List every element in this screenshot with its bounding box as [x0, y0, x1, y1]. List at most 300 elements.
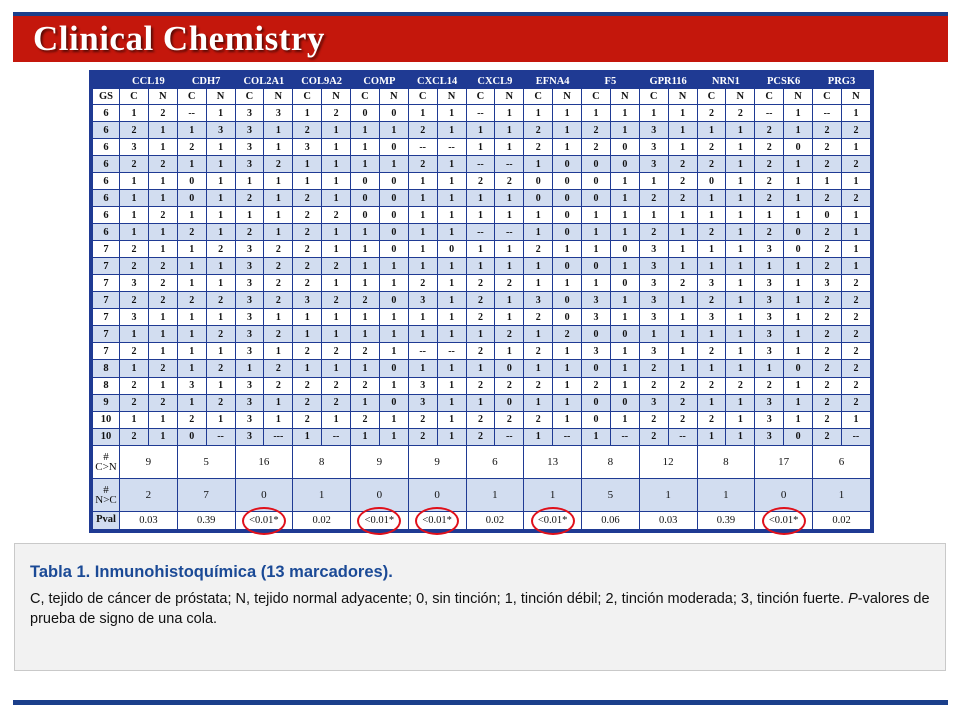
score-cell: 1 [582, 241, 611, 258]
score-cell: 2 [264, 326, 293, 343]
score-cell: 1 [639, 207, 668, 224]
score-cell: 2 [177, 224, 206, 241]
score-cell: 2 [755, 122, 784, 139]
score-cell: 1 [351, 156, 380, 173]
ihc-table-frame [89, 70, 874, 533]
score-cell: 1 [582, 224, 611, 241]
score-cell: 1 [524, 207, 553, 224]
score-cell: 2 [495, 173, 524, 190]
marker-header: CXCL9 [466, 74, 524, 89]
score-cell: 1 [668, 122, 697, 139]
score-cell: 2 [322, 105, 351, 122]
score-cell: 1 [524, 224, 553, 241]
gleason-score-cell: 6 [93, 190, 120, 207]
table-row [93, 275, 871, 292]
score-cell: 1 [408, 309, 437, 326]
score-cell: 2 [408, 275, 437, 292]
score-cell: 3 [639, 139, 668, 156]
score-cell: 2 [466, 428, 495, 445]
score-cell: 2 [582, 139, 611, 156]
score-cell: 2 [524, 122, 553, 139]
score-cell: 3 [408, 292, 437, 309]
score-cell: 2 [668, 173, 697, 190]
subheader-normal: N [726, 89, 755, 105]
score-cell: 2 [668, 190, 697, 207]
score-cell: 1 [379, 326, 408, 343]
gleason-score-cell: 6 [93, 156, 120, 173]
score-cell: 1 [437, 122, 466, 139]
score-cell: 0 [784, 139, 813, 156]
table-row [93, 207, 871, 224]
ihc-table [92, 73, 871, 530]
score-cell: 1 [841, 411, 870, 428]
score-cell: 1 [668, 224, 697, 241]
caption-legend: C, tejido de cáncer de próstata; N, tejido normal adyacente; 0, sin tinción; 1, tinción débil; 2, tinción moderada; 3, tinción fuerte. [30, 591, 849, 607]
marker-header: F5 [582, 74, 640, 89]
score-cell: 2 [668, 377, 697, 394]
score-cell: 1 [408, 224, 437, 241]
score-cell: 1 [466, 207, 495, 224]
score-cell: 1 [408, 190, 437, 207]
subheader-cancer: C [582, 89, 611, 105]
score-cell: 2 [322, 343, 351, 360]
score-cell: 1 [524, 326, 553, 343]
score-cell: 1 [524, 156, 553, 173]
score-cell: 1 [408, 105, 437, 122]
score-cell: 0 [784, 224, 813, 241]
score-cell: 0 [610, 241, 639, 258]
score-cell: 3 [697, 275, 726, 292]
score-cell: 2 [841, 156, 870, 173]
score-cell: 1 [466, 258, 495, 275]
marker-header: COL2A1 [235, 74, 293, 89]
score-cell: 1 [177, 156, 206, 173]
gleason-score-cell: 7 [93, 292, 120, 309]
score-cell: 1 [784, 156, 813, 173]
score-cell: 3 [235, 428, 264, 445]
score-cell: 2 [755, 139, 784, 156]
table-row [93, 394, 871, 411]
score-cell: 1 [610, 258, 639, 275]
title-banner [13, 16, 948, 62]
score-cell: 2 [553, 326, 582, 343]
score-cell: 2 [177, 292, 206, 309]
score-cell: -- [466, 224, 495, 241]
score-cell: 1 [120, 207, 149, 224]
score-cell: 1 [841, 258, 870, 275]
score-cell: 2 [148, 394, 177, 411]
score-cell: 1 [495, 309, 524, 326]
score-cell: 3 [408, 394, 437, 411]
subheader-cancer: C [235, 89, 264, 105]
score-cell: 2 [264, 360, 293, 377]
score-cell: 2 [841, 275, 870, 292]
score-cell: 2 [206, 326, 235, 343]
subheader-cancer: C [524, 89, 553, 105]
table-row [93, 411, 871, 428]
score-cell: 1 [437, 309, 466, 326]
score-cell: 1 [726, 241, 755, 258]
score-cell: 2 [813, 224, 842, 241]
score-cell: 2 [148, 292, 177, 309]
score-cell: 0 [379, 360, 408, 377]
score-cell: 3 [206, 122, 235, 139]
gleason-score-cell: 8 [93, 377, 120, 394]
score-cell: 1 [697, 258, 726, 275]
gleason-score-cell: 7 [93, 275, 120, 292]
score-cell: 1 [437, 173, 466, 190]
score-cell: 2 [697, 224, 726, 241]
c-greater-n-cell: 8 [697, 445, 755, 478]
table-row [93, 241, 871, 258]
c-greater-n-cell: 13 [524, 445, 582, 478]
score-cell: 2 [495, 275, 524, 292]
score-cell: 2 [466, 275, 495, 292]
score-cell: 1 [177, 360, 206, 377]
score-cell: 2 [206, 292, 235, 309]
subheader-cancer: C [120, 89, 149, 105]
score-cell: 1 [841, 139, 870, 156]
score-cell: 2 [322, 377, 351, 394]
marker-header: GPR116 [639, 74, 697, 89]
c-greater-n-cell: 12 [639, 445, 697, 478]
score-cell: 0 [784, 360, 813, 377]
subheader-row [93, 89, 871, 105]
score-cell: 1 [553, 377, 582, 394]
score-cell: 1 [351, 122, 380, 139]
score-cell: 2 [813, 343, 842, 360]
score-cell: 1 [148, 377, 177, 394]
score-cell: 2 [813, 394, 842, 411]
score-cell: 1 [437, 394, 466, 411]
score-cell: 1 [553, 411, 582, 428]
score-cell: 0 [553, 173, 582, 190]
score-cell: 2 [813, 139, 842, 156]
gleason-score-cell: 7 [93, 258, 120, 275]
score-cell: 0 [379, 190, 408, 207]
score-cell: 3 [755, 326, 784, 343]
score-cell: 1 [351, 241, 380, 258]
score-cell: 1 [293, 326, 322, 343]
score-cell: 1 [437, 156, 466, 173]
score-cell: 1 [610, 343, 639, 360]
n-greater-c-cell: 1 [293, 478, 351, 511]
score-cell: 0 [553, 292, 582, 309]
score-cell: 3 [293, 292, 322, 309]
score-cell: 1 [437, 105, 466, 122]
score-cell: 1 [784, 326, 813, 343]
score-cell: 1 [322, 190, 351, 207]
score-cell: 2 [524, 411, 553, 428]
marker-header: CXCL14 [408, 74, 466, 89]
score-cell: 2 [293, 241, 322, 258]
score-cell: 1 [697, 241, 726, 258]
score-cell: -- [408, 343, 437, 360]
score-cell: 1 [668, 309, 697, 326]
score-cell: 2 [668, 411, 697, 428]
score-cell: 1 [784, 394, 813, 411]
score-cell: 3 [120, 139, 149, 156]
score-cell: 3 [235, 292, 264, 309]
caption-box [14, 543, 946, 671]
table-row [93, 190, 871, 207]
subheader-normal: N [495, 89, 524, 105]
score-cell: 1 [726, 258, 755, 275]
score-cell: 2 [177, 411, 206, 428]
score-cell: 1 [841, 105, 870, 122]
score-cell: 1 [726, 309, 755, 326]
score-cell: 2 [524, 241, 553, 258]
score-cell: 1 [177, 241, 206, 258]
score-cell: 1 [206, 207, 235, 224]
n-greater-c-cell: 0 [755, 478, 813, 511]
score-cell: 3 [582, 309, 611, 326]
score-cell: 1 [726, 275, 755, 292]
score-cell: 3 [639, 292, 668, 309]
score-cell: 1 [726, 326, 755, 343]
score-cell: 1 [755, 360, 784, 377]
score-cell: 1 [784, 275, 813, 292]
score-cell: 1 [437, 207, 466, 224]
score-cell: 0 [351, 190, 380, 207]
score-cell: 0 [582, 411, 611, 428]
score-cell: 1 [322, 241, 351, 258]
c-greater-n-cell: 8 [582, 445, 640, 478]
score-cell: 2 [466, 411, 495, 428]
score-cell: 3 [177, 377, 206, 394]
score-cell: 1 [148, 428, 177, 445]
table-row [93, 292, 871, 309]
score-cell: 1 [437, 292, 466, 309]
score-cell: 1 [553, 343, 582, 360]
score-cell: 2 [264, 258, 293, 275]
score-cell: 1 [524, 258, 553, 275]
score-cell: 3 [235, 343, 264, 360]
score-cell: 1 [437, 411, 466, 428]
gleason-score-cell: 10 [93, 411, 120, 428]
score-cell: 2 [813, 360, 842, 377]
score-cell: 2 [813, 190, 842, 207]
score-cell: 0 [177, 190, 206, 207]
score-cell: 1 [668, 139, 697, 156]
table-row [93, 173, 871, 190]
score-cell: 1 [408, 326, 437, 343]
score-cell: 1 [726, 190, 755, 207]
c-greater-n-cell: 16 [235, 445, 293, 478]
score-cell: 2 [697, 343, 726, 360]
score-cell: 3 [755, 241, 784, 258]
score-cell: 1 [120, 190, 149, 207]
score-cell: 1 [322, 139, 351, 156]
score-cell: 3 [639, 394, 668, 411]
score-cell: 3 [408, 377, 437, 394]
score-cell: 0 [553, 224, 582, 241]
score-cell: 1 [466, 122, 495, 139]
c-greater-n-cell: 8 [293, 445, 351, 478]
gleason-score-cell: 9 [93, 394, 120, 411]
subheader-normal: N [553, 89, 582, 105]
n-greater-c-cell: 1 [639, 478, 697, 511]
score-cell: 1 [351, 275, 380, 292]
score-cell: 1 [120, 360, 149, 377]
score-cell: 1 [553, 139, 582, 156]
score-cell: 2 [235, 190, 264, 207]
score-cell: 1 [351, 258, 380, 275]
gleason-score-cell: 7 [93, 343, 120, 360]
score-cell: 1 [206, 139, 235, 156]
score-cell: 1 [437, 275, 466, 292]
score-cell: 1 [726, 156, 755, 173]
score-cell: 2 [264, 292, 293, 309]
n-greater-c-cell: 5 [582, 478, 640, 511]
score-cell: 1 [408, 360, 437, 377]
score-cell: 2 [408, 411, 437, 428]
score-cell: 1 [466, 190, 495, 207]
score-cell: 0 [582, 360, 611, 377]
significance-highlight-circle [762, 507, 806, 535]
score-cell: 1 [841, 207, 870, 224]
score-cell: 2 [841, 343, 870, 360]
score-cell: 2 [351, 292, 380, 309]
caption-text [30, 589, 930, 629]
score-cell: 2 [495, 411, 524, 428]
score-cell: -- [466, 105, 495, 122]
score-cell: 0 [582, 190, 611, 207]
table-row [93, 122, 871, 139]
score-cell: 1 [582, 275, 611, 292]
score-cell: 2 [524, 343, 553, 360]
score-cell: 2 [120, 241, 149, 258]
score-cell: 3 [524, 292, 553, 309]
score-cell: 3 [755, 292, 784, 309]
score-cell: 0 [553, 156, 582, 173]
score-cell: 3 [755, 343, 784, 360]
score-cell: 1 [495, 105, 524, 122]
score-cell: 1 [524, 360, 553, 377]
score-cell: 1 [206, 190, 235, 207]
score-cell: 2 [582, 122, 611, 139]
score-cell: 2 [293, 275, 322, 292]
n-greater-c-cell: 7 [177, 478, 235, 511]
score-cell: 1 [697, 360, 726, 377]
score-cell: 3 [235, 326, 264, 343]
score-cell: -- [206, 428, 235, 445]
gleason-score-cell: 7 [93, 241, 120, 258]
score-cell: 1 [264, 139, 293, 156]
score-cell: 3 [755, 309, 784, 326]
score-cell: 0 [813, 207, 842, 224]
score-cell: 1 [466, 139, 495, 156]
score-cell: 2 [466, 292, 495, 309]
table-row [93, 309, 871, 326]
score-cell: 1 [639, 326, 668, 343]
score-cell: 2 [813, 258, 842, 275]
score-cell: 0 [610, 394, 639, 411]
score-cell: 1 [553, 241, 582, 258]
score-cell: 2 [841, 190, 870, 207]
score-cell: 3 [235, 258, 264, 275]
score-cell: 0 [379, 292, 408, 309]
score-cell: 1 [784, 292, 813, 309]
score-cell: 2 [755, 173, 784, 190]
score-cell: 2 [466, 377, 495, 394]
score-cell: -- [813, 105, 842, 122]
score-cell: 0 [524, 173, 553, 190]
score-cell: 1 [784, 309, 813, 326]
score-cell: 3 [120, 309, 149, 326]
score-cell: 0 [379, 139, 408, 156]
score-cell: 2 [264, 377, 293, 394]
score-cell: 3 [582, 292, 611, 309]
table-row [93, 360, 871, 377]
pvalue-cell: 0.02 [466, 511, 524, 529]
score-cell: 1 [668, 207, 697, 224]
score-cell: 1 [639, 173, 668, 190]
score-cell: 1 [351, 360, 380, 377]
score-cell: 1 [610, 207, 639, 224]
score-cell: 2 [813, 292, 842, 309]
score-cell: 1 [351, 326, 380, 343]
score-cell: 1 [379, 411, 408, 428]
score-cell: 1 [206, 224, 235, 241]
score-cell: 2 [408, 122, 437, 139]
score-cell: 1 [784, 105, 813, 122]
score-cell: 1 [379, 122, 408, 139]
score-cell: 1 [379, 156, 408, 173]
score-cell: 1 [726, 122, 755, 139]
gleason-score-cell: 6 [93, 122, 120, 139]
score-cell: 1 [726, 360, 755, 377]
score-cell: -- [495, 428, 524, 445]
page-title: Clinical Chemistry [33, 19, 325, 58]
score-cell: 1 [264, 309, 293, 326]
score-cell: 3 [235, 411, 264, 428]
caption-pvalue-note: -valores de prueba de signo de una cola. [30, 591, 930, 627]
score-cell: 1 [726, 411, 755, 428]
score-cell: 1 [668, 343, 697, 360]
score-cell: 1 [495, 258, 524, 275]
score-cell: 2 [293, 122, 322, 139]
score-cell: -- [408, 139, 437, 156]
score-cell: 3 [813, 275, 842, 292]
score-cell: 2 [293, 343, 322, 360]
score-cell: 1 [293, 173, 322, 190]
score-cell: 1 [120, 173, 149, 190]
score-cell: 1 [379, 309, 408, 326]
score-cell: 2 [639, 411, 668, 428]
score-cell: 1 [264, 394, 293, 411]
score-cell: 3 [235, 156, 264, 173]
score-cell: 1 [177, 394, 206, 411]
marker-header: COL9A2 [293, 74, 351, 89]
score-cell: 2 [408, 156, 437, 173]
score-cell: 0 [553, 190, 582, 207]
subheader-normal: N [322, 89, 351, 105]
score-cell: 1 [177, 326, 206, 343]
subheader-cancer: C [813, 89, 842, 105]
score-cell: 1 [206, 258, 235, 275]
gs-header: GS [93, 89, 120, 105]
score-cell: 2 [755, 156, 784, 173]
score-cell: 2 [495, 377, 524, 394]
score-cell: 0 [553, 309, 582, 326]
score-cell: 2 [639, 428, 668, 445]
score-cell: 2 [206, 394, 235, 411]
score-cell: 2 [466, 309, 495, 326]
score-cell: -- [495, 156, 524, 173]
score-cell: 1 [813, 173, 842, 190]
score-cell: 1 [610, 360, 639, 377]
